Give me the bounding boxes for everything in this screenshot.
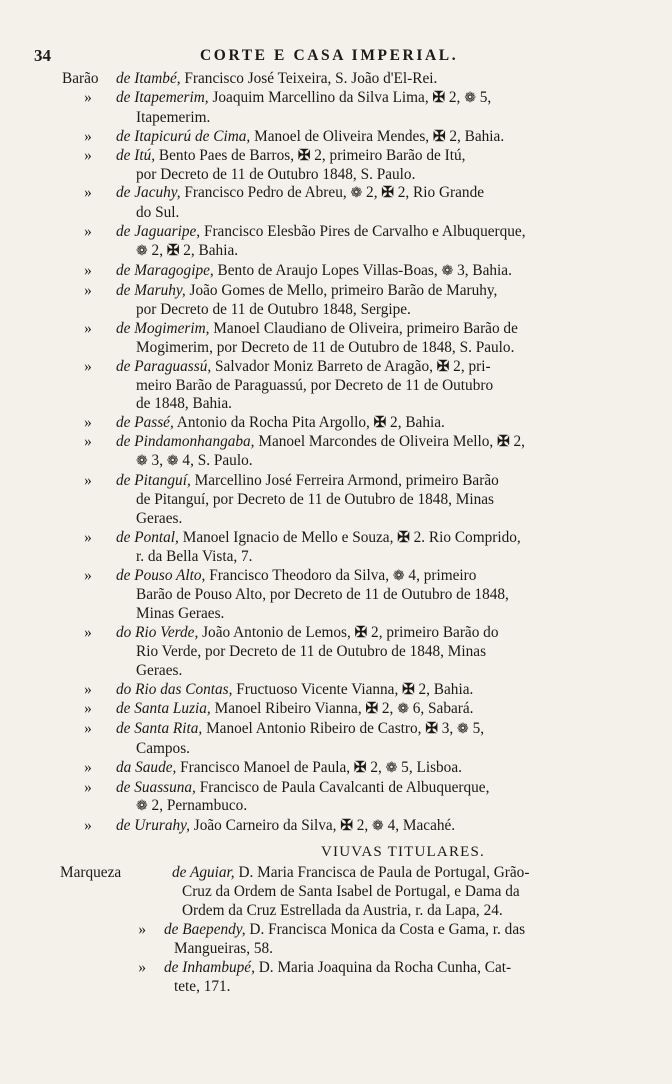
- entry-line: do Sul.: [136, 204, 180, 222]
- ditto-mark: »: [84, 262, 92, 280]
- title-entry: [62, 567, 634, 625]
- entry-line: de Pitanguí, Marcellino José Ferreira Armond, primeiro Barão: [116, 472, 499, 490]
- title-name: de Pindamonhangaba,: [116, 433, 255, 451]
- title-name: da Saude,: [116, 758, 177, 776]
- entry-line: Itapemerim.: [136, 108, 211, 126]
- ditto-mark: »: [84, 719, 92, 737]
- order-rose-icon: ❁: [136, 454, 148, 470]
- order-cross-icon: ✠: [340, 818, 353, 835]
- ditto-mark: »: [84, 758, 92, 776]
- title-name: de Mogimerim,: [116, 319, 210, 337]
- entry-line: Minas Geraes.: [136, 605, 225, 623]
- order-cross-icon: ✠: [497, 434, 510, 451]
- ditto-mark: »: [84, 88, 92, 106]
- order-cross-icon: ✠: [354, 625, 368, 642]
- order-rose-icon: ❁: [397, 701, 409, 717]
- ditto-mark: »: [84, 699, 92, 717]
- ditto-mark: »: [138, 920, 146, 938]
- ditto-mark: »: [84, 223, 92, 241]
- title-name: de Itambé,: [116, 70, 181, 87]
- order-rose-icon: ❁: [136, 799, 148, 815]
- title-entry: [62, 472, 634, 529]
- ditto-mark: »: [84, 281, 92, 299]
- widow-entry: [62, 864, 634, 921]
- order-rose-icon: ❁: [441, 264, 454, 280]
- order-cross-icon: ✠: [425, 720, 438, 737]
- entry-line: ❁ 2, Pernambuco.: [136, 797, 248, 815]
- entry-line: de Maruhy, João Gomes de Mello, primeiro Barão de Maruhy,: [116, 281, 498, 299]
- order-rose-icon: ❁: [350, 186, 363, 202]
- entry-line: de Jaguaripe, Francisco Elesbão Pires de Carvalho e Albuquerque,: [116, 223, 526, 241]
- title-name: de Jaguaripe,: [116, 223, 201, 241]
- entry-line: de 1848, Bahia.: [136, 395, 233, 413]
- entry-line: Geraes.: [136, 509, 183, 527]
- widow-entry: [62, 959, 634, 997]
- order-cross-icon: ✠: [297, 147, 311, 164]
- title-entry: [62, 223, 634, 262]
- section-title: VIUVAS TITULARES.: [320, 844, 486, 861]
- entry-line: Campos.: [136, 739, 190, 757]
- entry-line: de Itapemerim, Joaquim Marcellino da Silva Lima, ✠ 2, ❁ 5,: [116, 88, 492, 106]
- title-entry: [62, 262, 634, 282]
- entry-line: ❁ 3, ❁ 4, S. Paulo.: [136, 452, 253, 470]
- entry-line: r. da Bella Vista, 7.: [136, 547, 253, 565]
- order-rose-icon: ❁: [385, 760, 398, 776]
- title-name: de Suassuna,: [116, 778, 196, 796]
- title-name: de Paraguassú,: [116, 357, 212, 375]
- entry-line: de Maragogipe, Bento de Araujo Lopes Villas-Boas, ❁ 3, Bahia.: [116, 262, 512, 280]
- order-rose-icon: ❁: [457, 721, 469, 737]
- title-name: de Maragogipe,: [116, 262, 214, 280]
- title-name: de Ururahy,: [116, 817, 190, 835]
- entry-line: do Rio das Contas, Fructuoso Vicente Vianna, ✠ 2, Bahia.: [116, 681, 474, 698]
- order-cross-icon: ✠: [381, 185, 394, 202]
- entry-line: Rio Verde, por Decreto de 11 de Outubro de 1848, Minas: [136, 643, 487, 661]
- entry-line: meiro Barão de Paraguassú, por Decreto de 11 de Outubro: [136, 376, 494, 394]
- entry-line: da Saude, Francisco Manoel de Paula, ✠ 2, ❁ 5, Lisboa.: [116, 758, 462, 776]
- entry-line: de Baependy, D. Francisca Monica da Costa e Gama, r. das: [164, 920, 526, 938]
- title-entry: [62, 779, 634, 818]
- ditto-mark: »: [84, 472, 92, 490]
- title-name: de Santa Luzia,: [116, 699, 211, 717]
- title-name: de Itapicurú de Cima,: [116, 127, 251, 145]
- entry-line: de Pindamonhangaba, Manoel Marcondes de Oliveira Mello, ✠ 2,: [116, 433, 525, 451]
- rank-label: Barão: [62, 70, 99, 87]
- entry-line: tete, 171.: [174, 977, 231, 995]
- title-name: de Itú,: [116, 146, 156, 164]
- entry-line: de Pouso Alto, Francisco Theodoro da Silva, ❁ 4, primeiro: [116, 566, 477, 584]
- title-name: do Rio Verde,: [116, 624, 199, 642]
- order-cross-icon: ✠: [397, 529, 410, 546]
- entry-line: de Itú, Bento Paes de Barros, ✠ 2, primeiro Barão de Itú,: [116, 146, 466, 164]
- entry-line: de Santa Luzia, Manoel Ribeiro Vianna, ✠ 2, ❁ 6, Sabará.: [116, 699, 474, 717]
- entry-line: de Paraguassú, Salvador Moniz Barreto de Aragão, ✠ 2, pri-: [116, 357, 491, 375]
- title-name: do Rio das Contas,: [116, 681, 233, 698]
- entry-line: de Ururahy, João Carneiro da Silva, ✠ 2, ❁ 4, Macahé.: [116, 817, 456, 835]
- ditto-mark: »: [84, 778, 92, 796]
- ditto-mark: »: [84, 357, 92, 375]
- title-name: de Inhambupé,: [164, 958, 255, 976]
- entry-line: de Pontal, Manoel Ignacio de Mello e Souza, ✠ 2. Rio Comprido,: [116, 528, 521, 546]
- entry-line: Ordem da Cruz Estrellada da Austria, r. da Lapa, 24.: [182, 901, 503, 919]
- title-name: de Pouso Alto,: [116, 566, 206, 584]
- title-name: de Aguiar,: [172, 864, 235, 882]
- title-name: de Maruhy,: [116, 281, 186, 299]
- title-entry: [62, 89, 634, 128]
- entry-line: de Itambé, Francisco José Teixeira, S. João d'El-Rei.: [116, 70, 438, 87]
- ditto-mark: »: [84, 528, 92, 546]
- order-cross-icon: ✠: [166, 243, 180, 260]
- title-entry: [62, 817, 634, 837]
- title-entry: [62, 759, 634, 779]
- order-rose-icon: ❁: [372, 819, 384, 835]
- title-entry: [62, 358, 634, 415]
- entry-line: por Decreto de 11 de Outubro 1848, S. Paulo.: [136, 165, 416, 183]
- order-rose-icon: ❁: [392, 568, 405, 584]
- order-cross-icon: ✠: [432, 128, 446, 145]
- entry-line: de Aguiar, D. Maria Francisca de Paula de Portugal, Grão-: [172, 864, 530, 882]
- title-entry: [62, 433, 634, 472]
- running-title: CORTE E CASA IMPERIAL.: [200, 47, 459, 64]
- title-entry: [62, 70, 634, 89]
- entry-line: Cruz da Ordem de Santa Isabel de Portugal, e Dama da: [182, 883, 520, 901]
- ditto-mark: »: [84, 624, 92, 642]
- title-entry: [62, 529, 634, 567]
- entry-line: Barão de Pouso Alto, por Decreto de 11 de Outubro de 1848,: [136, 586, 509, 604]
- ditto-mark: »: [84, 127, 92, 145]
- entry-line: Mogimerim, por Decreto de 11 de Outubro de 1848, S. Paulo.: [136, 338, 515, 356]
- entry-line: de Mogimerim, Manoel Claudiano de Oliveira, primeiro Barão de: [116, 319, 518, 337]
- title-entry: [62, 128, 634, 147]
- order-cross-icon: ✠: [373, 415, 387, 432]
- title-name: de Jacuhy,: [116, 184, 181, 202]
- entry-line: de Suassuna, Francisco de Paula Cavalcanti de Albuquerque,: [116, 778, 490, 796]
- order-cross-icon: ✠: [402, 682, 415, 698]
- entry-line: de Passé, Antonio da Rocha Pita Argollo, ✠ 2, Bahia.: [116, 414, 445, 432]
- title-name: de Pontal,: [116, 528, 179, 546]
- title-entry: [62, 320, 634, 358]
- ditto-mark: »: [84, 433, 92, 451]
- title-name: de Itapemerim,: [116, 88, 209, 106]
- title-name: de Baependy,: [164, 920, 246, 938]
- title-entry: [62, 282, 634, 320]
- title-entry: [62, 184, 634, 223]
- order-cross-icon: ✠: [436, 358, 450, 375]
- ditto-mark: »: [84, 681, 92, 698]
- order-cross-icon: ✠: [353, 759, 367, 776]
- title-entry: [62, 624, 634, 681]
- widow-entry: [62, 921, 634, 959]
- entry-line: ❁ 2, ✠ 2, Bahia.: [136, 242, 239, 260]
- ditto-mark: »: [84, 319, 92, 337]
- entry-line: Geraes.: [136, 662, 183, 680]
- ditto-mark: »: [84, 184, 92, 202]
- entry-line: de Pitanguí, por Decreto de 11 de Outubro de 1848, Minas: [136, 490, 494, 508]
- title-name: de Passé,: [116, 414, 174, 432]
- entry-line: de Jacuhy, Francisco Pedro de Abreu, ❁ 2, ✠ 2, Rio Grande: [116, 184, 485, 202]
- title-entry: [62, 700, 634, 720]
- entry-line: do Rio Verde, João Antonio de Lemos, ✠ 2, primeiro Barão do: [116, 624, 499, 642]
- ditto-mark: »: [84, 817, 92, 835]
- entry-line: por Decreto de 11 de Outubro 1848, Sergipe.: [136, 300, 411, 318]
- ditto-mark: »: [138, 958, 146, 976]
- title-entry: [62, 414, 634, 433]
- title-entry: [62, 147, 634, 185]
- ditto-mark: »: [84, 414, 92, 432]
- rank-label: Marqueza: [60, 864, 122, 882]
- ditto-mark: »: [84, 566, 92, 584]
- order-rose-icon: ❁: [464, 90, 476, 106]
- title-entry: [62, 681, 634, 700]
- page-header: [0, 46, 672, 68]
- entry-line: de Itapicurú de Cima, Manoel de Oliveira Mendes, ✠ 2, Bahia.: [116, 127, 505, 145]
- entry-line: de Inhambupé, D. Maria Joaquina da Rocha Cunha, Cat-: [164, 958, 512, 976]
- title-entry: [62, 720, 634, 759]
- order-cross-icon: ✠: [432, 89, 446, 106]
- order-rose-icon: ❁: [166, 454, 179, 470]
- ditto-mark: »: [84, 146, 92, 164]
- title-name: de Santa Rita,: [116, 719, 203, 737]
- order-rose-icon: ❁: [136, 244, 148, 260]
- entry-line: de Santa Rita, Manoel Antonio Ribeiro de Castro, ✠ 3, ❁ 5,: [116, 719, 485, 737]
- order-cross-icon: ✠: [365, 700, 379, 717]
- entry-line: Mangueiras, 58.: [174, 939, 273, 957]
- page-number: 34: [34, 46, 51, 65]
- entry-list: [62, 70, 634, 997]
- title-name: de Pitanguí,: [116, 472, 191, 490]
